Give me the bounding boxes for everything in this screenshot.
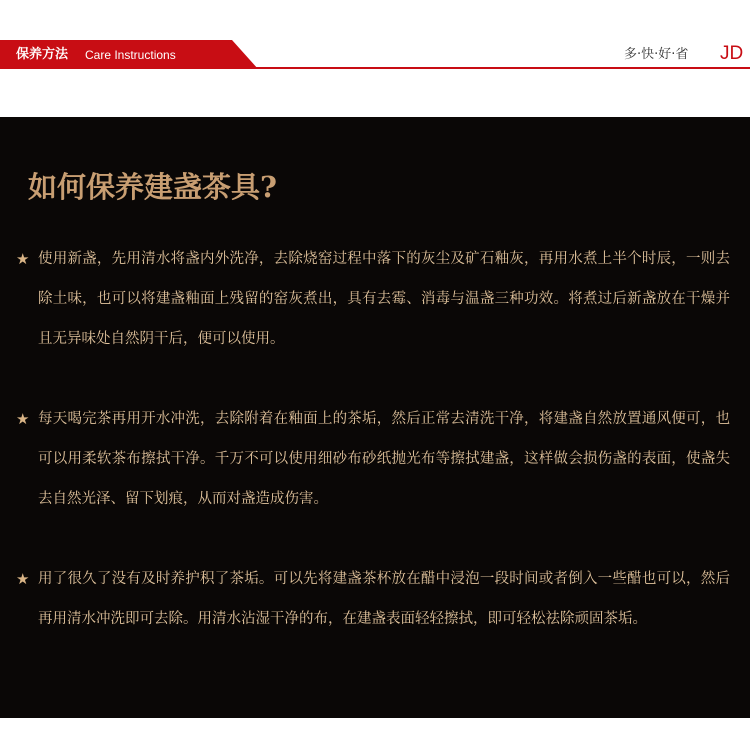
care-item-text: 每天喝完茶再用开水冲洗，去除附着在釉面上的茶垢，然后正常去清洗干净，将建盏自然放置通风便可，也可以用柔软茶布擦拭干净。千万不可以使用细砂布砂纸抛光布等擦拭建盏，这样做会损伤盏的表面，使盏失去自然光泽、留下划痕，从而对盏造成伤害。 xyxy=(38,411,730,507)
jd-logo[interactable]: JD xyxy=(720,43,744,64)
care-item-text: 使用新盏，先用清水将盏内外洗净，去除烧窑过程中落下的灰尘及矿石釉灰，再用水煮上半个时辰，一则去除土味，也可以将建盏釉面上残留的窑灰煮出，具有去霉、消毒与温盏三种功效。将煮过后新盏放在干燥并且无异味处自然阴干后，便可以使用。 xyxy=(38,251,730,347)
page-header xyxy=(0,0,750,72)
page-title: 如何保养建盏茶具? xyxy=(28,170,277,204)
section-title-cn: 保养方法 xyxy=(16,47,69,62)
care-item-text: 用了很久了没有及时养护积了茶垢。可以先将建盏茶杯放在醋中浸泡一段时间或者倒入一些醋也可以，然后再用清水冲洗即可去除。用清水沾湿干净的布，在建盏表面轻轻擦拭，即可轻松祛除顽固茶垢。 xyxy=(38,571,730,627)
jd-slogan: 多·快·好·省 xyxy=(624,47,689,62)
header-divider xyxy=(0,67,750,69)
star-icon: ★ xyxy=(16,570,30,588)
care-content-panel xyxy=(0,117,750,718)
star-icon: ★ xyxy=(16,410,30,428)
section-title-en: Care Instructions xyxy=(85,48,176,62)
star-icon: ★ xyxy=(16,250,30,268)
